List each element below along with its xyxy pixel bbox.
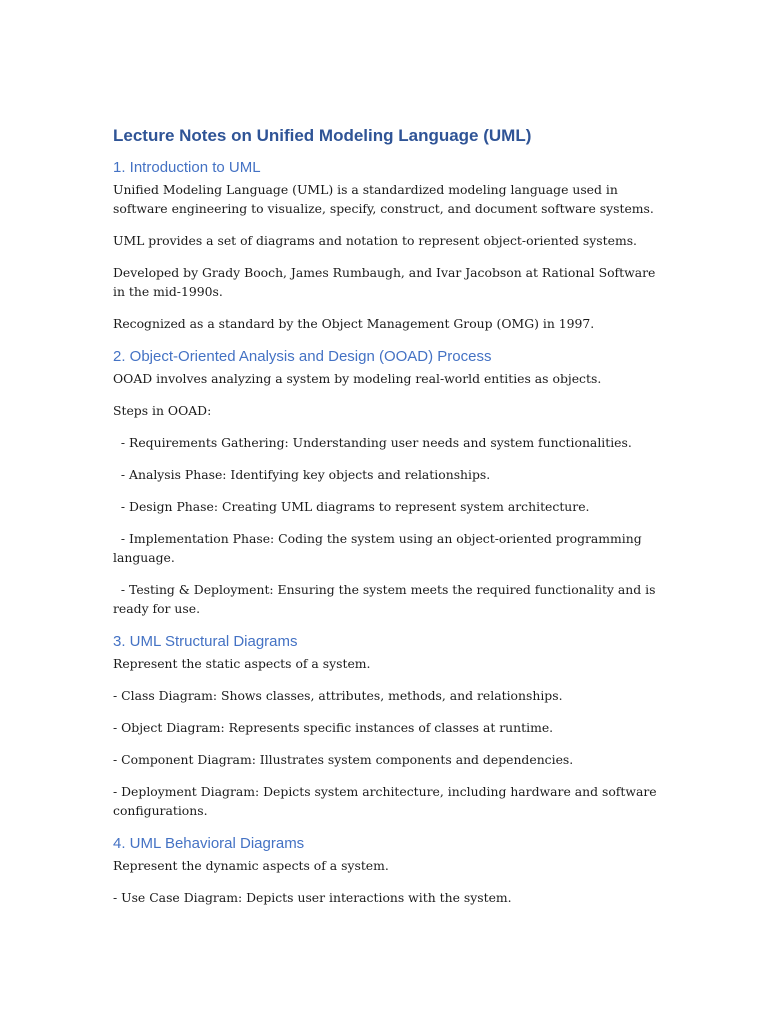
section-heading: 2. Object-Oriented Analysis and Design (OOAD) Process [113, 348, 492, 365]
section-structural-diagrams [113, 632, 658, 820]
document-title: Lecture Notes on Unified Modeling Language (UML) [113, 126, 532, 145]
paragraph: Steps in OOAD: [113, 403, 212, 418]
document-page [113, 124, 658, 907]
paragraph: OOAD involves analyzing a system by modeling real-world entities as objects. [113, 371, 602, 386]
list-item: - Testing & Deployment: Ensuring the system meets the required functionality and is ready for use. [113, 582, 660, 616]
list-item: - Implementation Phase: Coding the system using an object-oriented programming language. [113, 531, 646, 565]
list-item: - Component Diagram: Illustrates system components and dependencies. [113, 752, 574, 767]
section-introduction [113, 158, 658, 333]
paragraph: Unified Modeling Language (UML) is a standardized modeling language used in software engineering to visualize, specify, construct, and document software systems. [113, 182, 654, 216]
list-item: - Use Case Diagram: Depicts user interactions with the system. [113, 890, 512, 905]
section-heading: 1. Introduction to UML [113, 159, 261, 176]
list-item: - Requirements Gathering: Understanding user needs and system functionalities. [113, 435, 632, 450]
list-item: - Class Diagram: Shows classes, attributes, methods, and relationships. [113, 688, 563, 703]
list-item: - Design Phase: Creating UML diagrams to represent system architecture. [113, 499, 590, 514]
section-ooad-process [113, 347, 658, 618]
list-item: - Analysis Phase: Identifying key objects and relationships. [113, 467, 491, 482]
section-heading: 3. UML Structural Diagrams [113, 633, 298, 650]
paragraph: Represent the static aspects of a system. [113, 656, 371, 671]
paragraph: Developed by Grady Booch, James Rumbaugh, and Ivar Jacobson at Rational Software in the mid-1990s. [113, 265, 656, 299]
section-heading: 4. UML Behavioral Diagrams [113, 835, 305, 852]
list-item: - Object Diagram: Represents specific instances of classes at runtime. [113, 720, 554, 735]
section-behavioral-diagrams [113, 834, 658, 907]
list-item: - Deployment Diagram: Depicts system architecture, including hardware and software configurations. [113, 784, 657, 818]
paragraph: UML provides a set of diagrams and notation to represent object-oriented systems. [113, 233, 637, 248]
paragraph: Represent the dynamic aspects of a system. [113, 858, 389, 873]
paragraph: Recognized as a standard by the Object Management Group (OMG) in 1997. [113, 316, 595, 331]
